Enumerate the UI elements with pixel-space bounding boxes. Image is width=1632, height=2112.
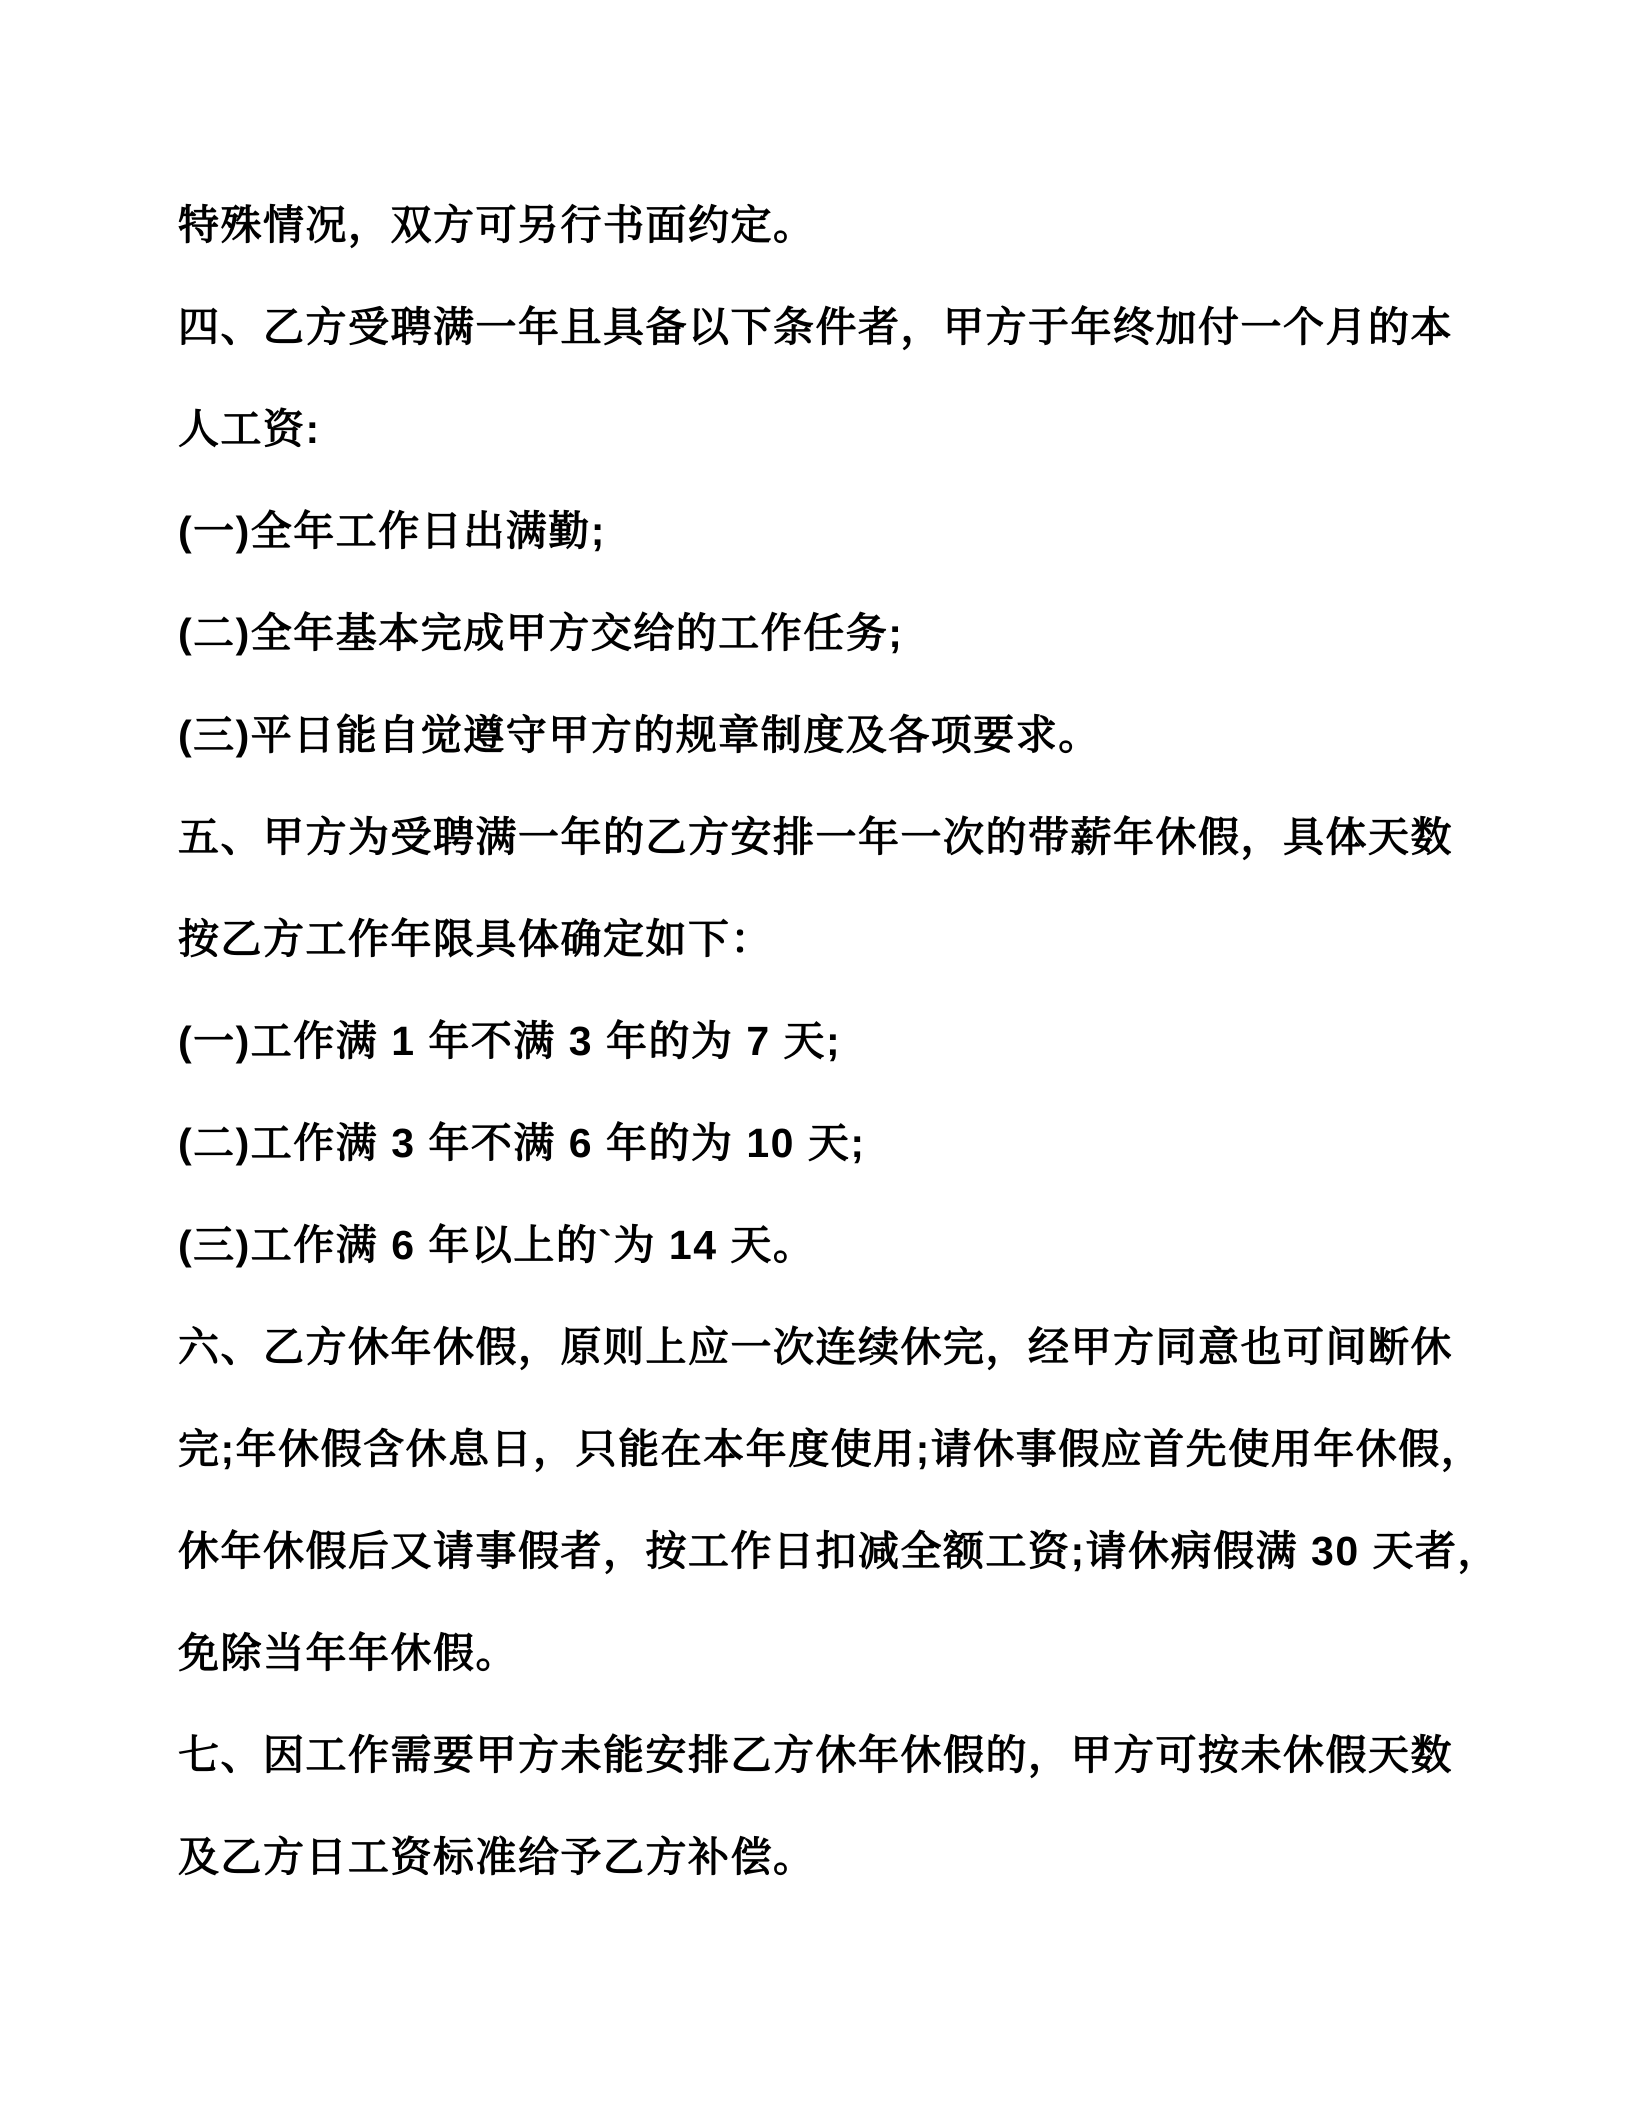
text-line: (二)工作满 3 年不满 6 年的为 10 天; [178,1120,866,1166]
text-line: (三)工作满 6 年以上的`为 14 天。 [178,1222,816,1268]
text-line: 完;年休假含休息日，只能在本年度使用;请休事假应首先使用年休假， [178,1426,1484,1472]
text-line: 休年休假后又请事假者，按工作日扣减全额工资;请休病假满 30 天者， [178,1528,1501,1574]
text-line: 五、甲方为受聘满一年的乙方安排一年一次的带薪年休假，具体天数 [178,814,1453,860]
text-line: (一)全年工作日出满勤; [178,508,606,554]
text-line: 六、乙方休年休假，原则上应一次连续休完，经甲方同意也可间断休 [178,1324,1453,1370]
text-line: (一)工作满 1 年不满 3 年的为 7 天; [178,1018,842,1064]
text-line: 人工资: [178,406,321,452]
text-line: 七、因工作需要甲方未能安排乙方休年休假的，甲方可按未休假天数 [178,1732,1453,1778]
text-line: (二)全年基本完成甲方交给的工作任务; [178,610,904,656]
text-line: 特殊情况，双方可另行书面约定。 [178,202,816,248]
text-line: 按乙方工作年限具体确定如下： [178,916,773,962]
text-line: (三)平日能自觉遵守甲方的规章制度及各项要求。 [178,712,1101,758]
text-line: 及乙方日工资标准给予乙方补偿。 [178,1834,816,1880]
text-line: 免除当年年休假。 [178,1630,518,1676]
text-line: 四、乙方受聘满一年且具备以下条件者，甲方于年终加付一个月的本 [178,304,1453,350]
